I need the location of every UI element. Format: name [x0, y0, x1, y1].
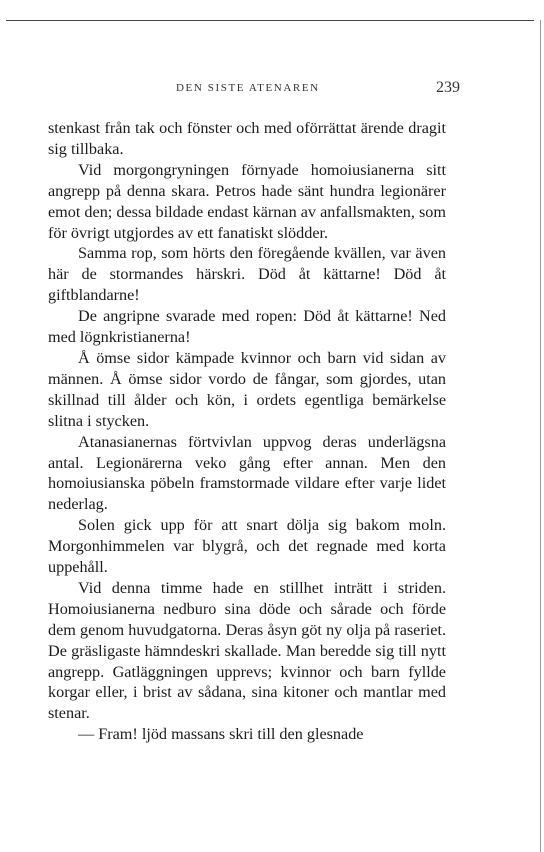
paragraph: Vid denna timme hade en stillhet inträtt i striden. Homoiusianerna nedburo sina döde och sårade och förde dem genom huvudgatorna. Deras åsyn göt ny olja på raseriet. De gräsligaste hämndeskri skallade. Man beredde sig till nytt angrepp. Gatläggningen upprevs; kvinnor och barn fyllde korgar eller, i brist av sådana, sina kitoner och mantlar med stenar. — [48, 578, 446, 723]
page-edge-line — [540, 20, 541, 852]
body-text — [48, 118, 446, 745]
page-number: 239 — [436, 79, 460, 96]
paragraph: Å ömse sidor kämpade kvinnor och barn vid sidan av männen. Å ömse sidor vordo de fångar, som gjordes, utan skillnad till ålder och kön, i ordets egentliga bemärkelse slitna i stycken. — [48, 348, 446, 430]
top-rule — [6, 20, 534, 21]
paragraph: Solen gick upp för att snart dölja sig bakom moln. Morgonhimmelen var blygrå, och det regnade med korta uppehåll. — [48, 516, 446, 577]
paragraph: — Fram! ljöd massans skri till den glesnade — [78, 725, 364, 744]
running-header — [48, 79, 464, 100]
paragraph: De angripne svarade med ropen: Död åt kättarne! Ned med lögnkristianerna! — [48, 307, 446, 347]
paragraph: stenkast från tak och fönster och med oförrättat ärende dragit sig tillbaka. — [48, 119, 446, 158]
paragraph: Atanasianernas förtvivlan uppvog deras underlägsna antal. Legionärerna veko gång efter annan. Men den homoiusianska pöbeln framstormade vildare efter varje lidet nederlag. — [48, 432, 446, 514]
paragraph: Vid morgongryningen förnyade homoiusianerna sitt angrepp på denna skara. Petros hade sänt hundra legionärer emot den; dessa bildade endast kärnan av anfallsmakten, som för övrigt utgjordes av ett fanatiskt slödder. — [48, 160, 446, 242]
running-title: DEN SISTE ATENAREN — [176, 82, 320, 94]
paragraph: Samma rop, som hörts den föregående kvällen, var även här de stormandes härskri. Död åt kättarne! Död åt giftblandarne! — [48, 244, 446, 305]
